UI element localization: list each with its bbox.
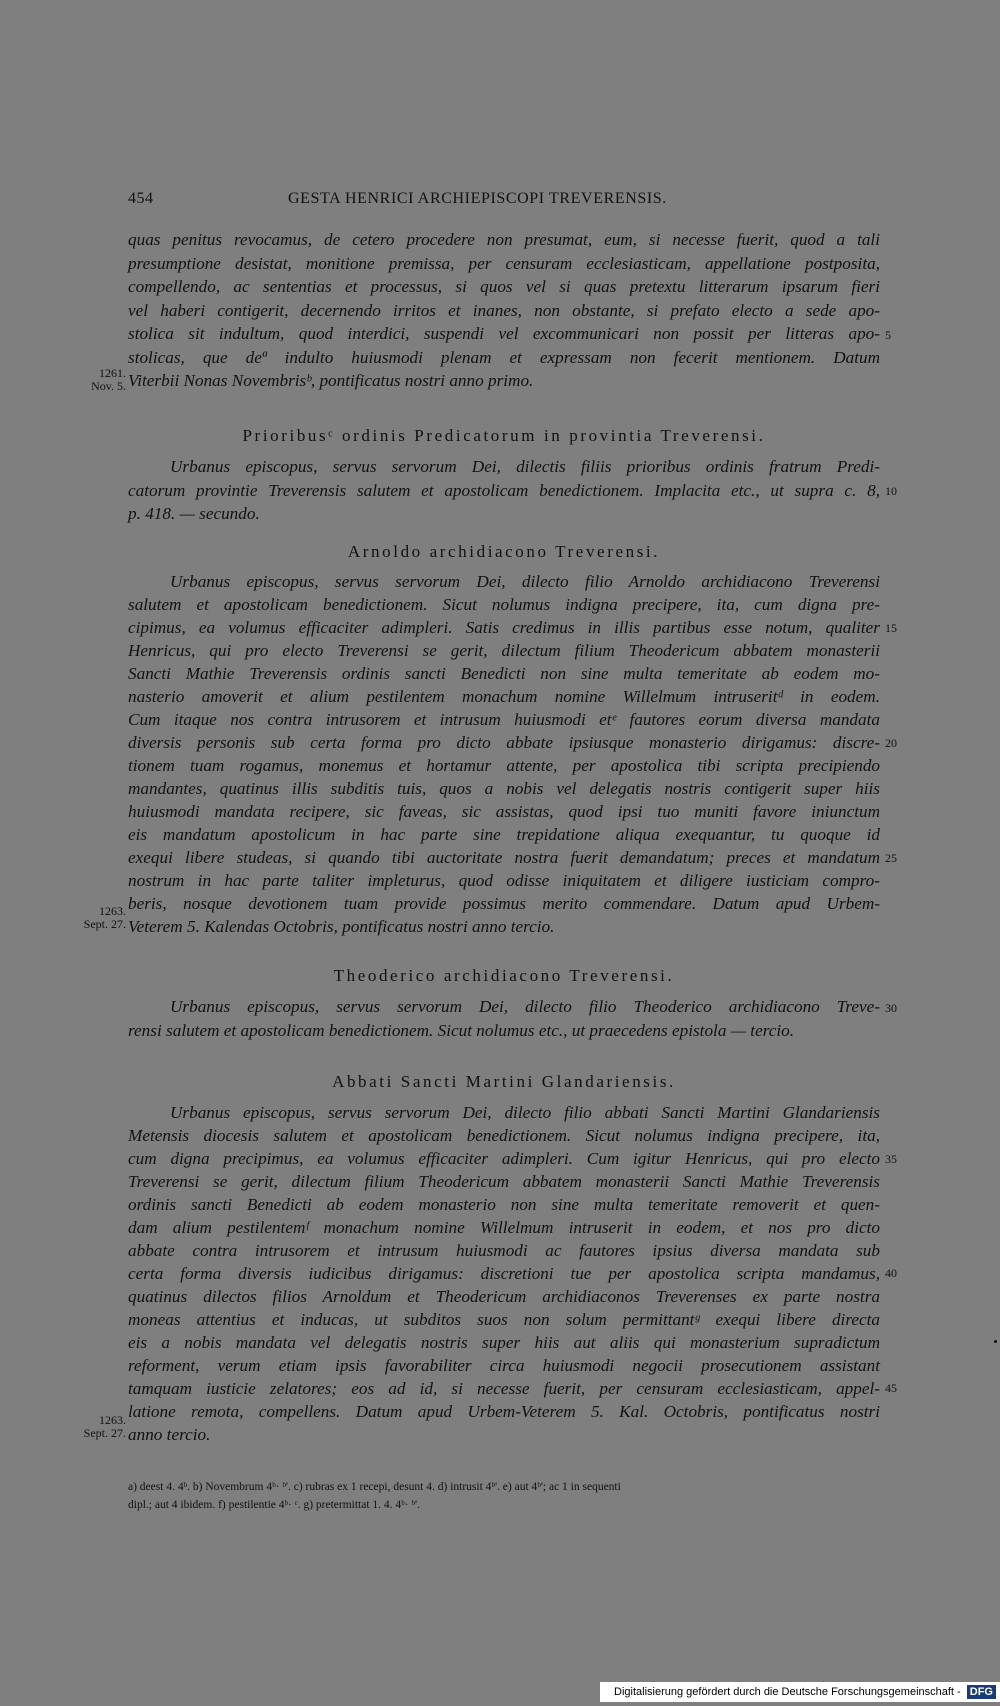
text-line: ordinis sancti Benedicti ab eodem monasterio non sine multa temeritate removerit et quen- bbox=[128, 1195, 880, 1214]
text-line: mandantes, quatinus illis subditis tuis, quos a nobis vel delegatis nostris contigerit super hiis bbox=[128, 779, 880, 798]
text-line: Henricus, qui pro electo Treverensi se gerit, dilectum filium Theodericum abbatem monasterii bbox=[128, 641, 880, 660]
text-line: huiusmodi mandata recipere, sic faveas, sic assistas, quod ipsi tuo muniti favore iniunctum bbox=[128, 802, 880, 821]
text-line: Metensis diocesis salutem et apostolicam benedictionem. Sicut nolumus indigna precipere, ita, bbox=[128, 1126, 880, 1145]
text-line: Veterem 5. Kalendas Octobris, pontificatus nostri anno tercio. bbox=[128, 917, 555, 936]
text-line: abbate contra intrusorem et intrusum huiusmodi ac fautores ipsius diversa mandata sub bbox=[128, 1241, 880, 1260]
line-number: 20 bbox=[885, 736, 897, 750]
text-line: stolica sit indultum, quod interdici, suspendi vel excommunicari non possit per litteras apo- bbox=[128, 324, 880, 343]
text-line: reforment, verum etiam ipsis favorabiliter circa huiusmodi negocii prosecutionem assistant bbox=[128, 1356, 880, 1375]
margin-day: Sept. 27. bbox=[83, 1426, 126, 1440]
digitization-banner bbox=[600, 1682, 1000, 1702]
text-line: rensi salutem et apostolicam benedictionem. Sicut nolumus etc., ut praecedens epistola — tercio. bbox=[128, 1020, 795, 1040]
margin-date bbox=[62, 1414, 126, 1440]
text-line: p. 418. — secundo. bbox=[128, 504, 260, 523]
page-number: 454 bbox=[128, 190, 154, 207]
text-line: dam alium pestilentemᶠ monachum nomine Willelmum intruserit in eodem, et nos pro dicto bbox=[128, 1218, 880, 1237]
margin-date bbox=[62, 905, 126, 931]
text-line: compellendo, ac sententias et processus, si quos vel si quas pretextu litterarum ipsarum fieri bbox=[128, 277, 880, 296]
text-line: salutem et apostolicam benedictionem. Sicut nolumus indigna precipere, ita, cum digna pre- bbox=[128, 595, 880, 614]
text-line: quatinus dilectos filios Arnoldum et Theodericum archidiaconos Treverenses ex parte nostra bbox=[128, 1287, 880, 1306]
margin-year: 1261. bbox=[99, 366, 126, 380]
text-line: quas penitus revocamus, de cetero procedere non presumat, eum, si necesse fuerit, quod a tali bbox=[128, 230, 880, 249]
text-line: eis a nobis mandata vel delegatis nostris super hiis aut aliis qui monasterium supradictum bbox=[128, 1333, 880, 1352]
margin-day: Nov. 5. bbox=[91, 379, 126, 393]
section-heading: Theoderico archidiacono Treverensi. bbox=[333, 966, 675, 985]
speck bbox=[994, 1340, 997, 1343]
margin-date bbox=[62, 367, 126, 393]
text-line: beris, nosque devotionem tuam provide possimus merito commendare. Datum apud Urbem- bbox=[128, 894, 880, 913]
text-line: Urbanus episcopus, servus servorum Dei, dilecto filio abbati Sancti Martini Glandariensis bbox=[170, 1103, 880, 1122]
dfg-logo: DFG bbox=[967, 1685, 996, 1699]
text-line: exequi libere studeas, si quando tibi auctoritate nostra fuerit demandatum; preces et mandatum bbox=[128, 848, 880, 867]
line-number: 25 bbox=[885, 851, 897, 865]
footnote-line: a) deest 4. 4ᵇ. b) Novembrum 4ᵇ· ᵇ'. c) rubras ex 1 recepi, desunt 4. d) intrusit 4ᵇ'. e) aut 4ᵇ'; ac 1 in sequenti bbox=[128, 1481, 621, 1493]
margin-year: 1263. bbox=[99, 904, 126, 918]
section-heading: Abbati Sancti Martini Glandariensis. bbox=[332, 1072, 676, 1091]
margin-year: 1263. bbox=[99, 1413, 126, 1427]
text-line: presumptione desistat, monitione premissa, per censuram ecclesiasticam, appellatione postposita, bbox=[128, 253, 880, 273]
footnote-line: dipl.; aut 4 ibidem. f) pestilentie 4ᵇ· ᶜ. g) pretermittat 1. 4. 4ᵇ· ᵇ'. bbox=[128, 1499, 420, 1511]
line-number: 35 bbox=[885, 1152, 897, 1166]
text-line: anno tercio. bbox=[128, 1425, 211, 1444]
text-line: moneas attentius et inducas, ut subditos suos non solum permittantᵍ exequi libere directa bbox=[128, 1310, 880, 1329]
page-title: GESTA HENRICI ARCHIEPISCOPI TREVERENSIS. bbox=[288, 190, 667, 207]
digitization-text: Digitalisierung gefördert durch die Deutsche Forschungsgemeinschaft - bbox=[614, 1686, 961, 1698]
text-line: Viterbii Nonas Novembrisᵇ, pontificatus nostri anno primo. bbox=[128, 371, 534, 390]
text-line: latione remota, compellens. Datum apud Urbem-Veterem 5. Kal. Octobris, pontificatus nostri bbox=[128, 1402, 880, 1421]
text-line: catorum provintie Treverensis salutem et apostolicam benedictionem. Implacita etc., ut supra c. 8, bbox=[128, 480, 880, 500]
section-heading: Prioribusᶜ ordinis Predicatorum in provintia Treverensi. bbox=[242, 426, 766, 445]
line-number: 10 bbox=[885, 484, 897, 498]
text-line: Sancti Mathie Treverensis ordinis sancti Benedicti non sine multa temeritate ab eodem mo- bbox=[128, 664, 880, 683]
line-number: 30 bbox=[885, 1001, 897, 1015]
text-line: Cum itaque nos contra intrusorem et intrusum huiusmodi etᵉ fautores eorum diversa mandata bbox=[128, 710, 880, 729]
text-line: nostrum in hac parte taliter impleturus, quod odisse iniquitatem et diligere iusticiam compro- bbox=[128, 871, 880, 890]
text-line: tamquam iusticie zelatores; eos ad id, si necesse fuerit, per censuram ecclesiasticam, appel- bbox=[128, 1379, 880, 1398]
text-line: cipimus, ea volumus efficaciter adimpleri. Satis credimus in illis partibus esse notum, qualiter bbox=[128, 618, 880, 637]
text-line: tionem tuam rogamus, monemus et hortamur attente, per apostolica tibi scripta precipiendo bbox=[128, 756, 880, 775]
section-heading: Arnoldo archidiacono Treverensi. bbox=[347, 542, 661, 561]
text-line: stolicas, que deª indulto huiusmodi plenam et expressam non fecerit mentionem. Datum bbox=[128, 347, 880, 367]
line-number: 45 bbox=[885, 1381, 897, 1395]
line-number: 15 bbox=[885, 621, 897, 635]
text-line: Urbanus episcopus, servus servorum Dei, dilecto filio Theoderico archidiacono Treve- bbox=[170, 997, 880, 1016]
line-number: 40 bbox=[885, 1266, 897, 1280]
text-line: certa forma diversis iudicibus dirigamus: discretioni tue per apostolica scripta mandamus, bbox=[128, 1264, 880, 1283]
text-line: cum digna precipimus, ea volumus efficaciter adimpleri. Cum igitur Henricus, qui pro electo bbox=[128, 1149, 880, 1168]
text-line: Treverensi se gerit, dilectum filium Theodericum abbatem monasterii Sancti Mathie Treverensis bbox=[128, 1172, 880, 1191]
text-line: Urbanus episcopus, servus servorum Dei, dilectis filiis prioribus ordinis fratrum Predi- bbox=[170, 457, 880, 476]
line-number: 5 bbox=[885, 328, 891, 342]
text-line: nasterio amoverit et alium pestilentem monachum nomine Willelmum intruseritᵈ in eodem. bbox=[128, 687, 880, 706]
text-line: diversis personis sub certa forma pro dicto abbate ipsiusque monasterio dirigamus: discre- bbox=[128, 733, 880, 752]
text-line: eis mandatum apostolicum in hac parte sine trepidatione aliqua exequantur, tu quoque id bbox=[128, 825, 880, 844]
text-line: Urbanus episcopus, servus servorum Dei, dilecto filio Arnoldo archidiacono Treverensi bbox=[170, 572, 880, 591]
margin-day: Sept. 27. bbox=[83, 917, 126, 931]
footnotes bbox=[128, 1478, 880, 1514]
text-line: vel haberi contigerit, decernendo irritos et inanes, non obstante, si prefato electo a sede apo- bbox=[128, 300, 880, 320]
